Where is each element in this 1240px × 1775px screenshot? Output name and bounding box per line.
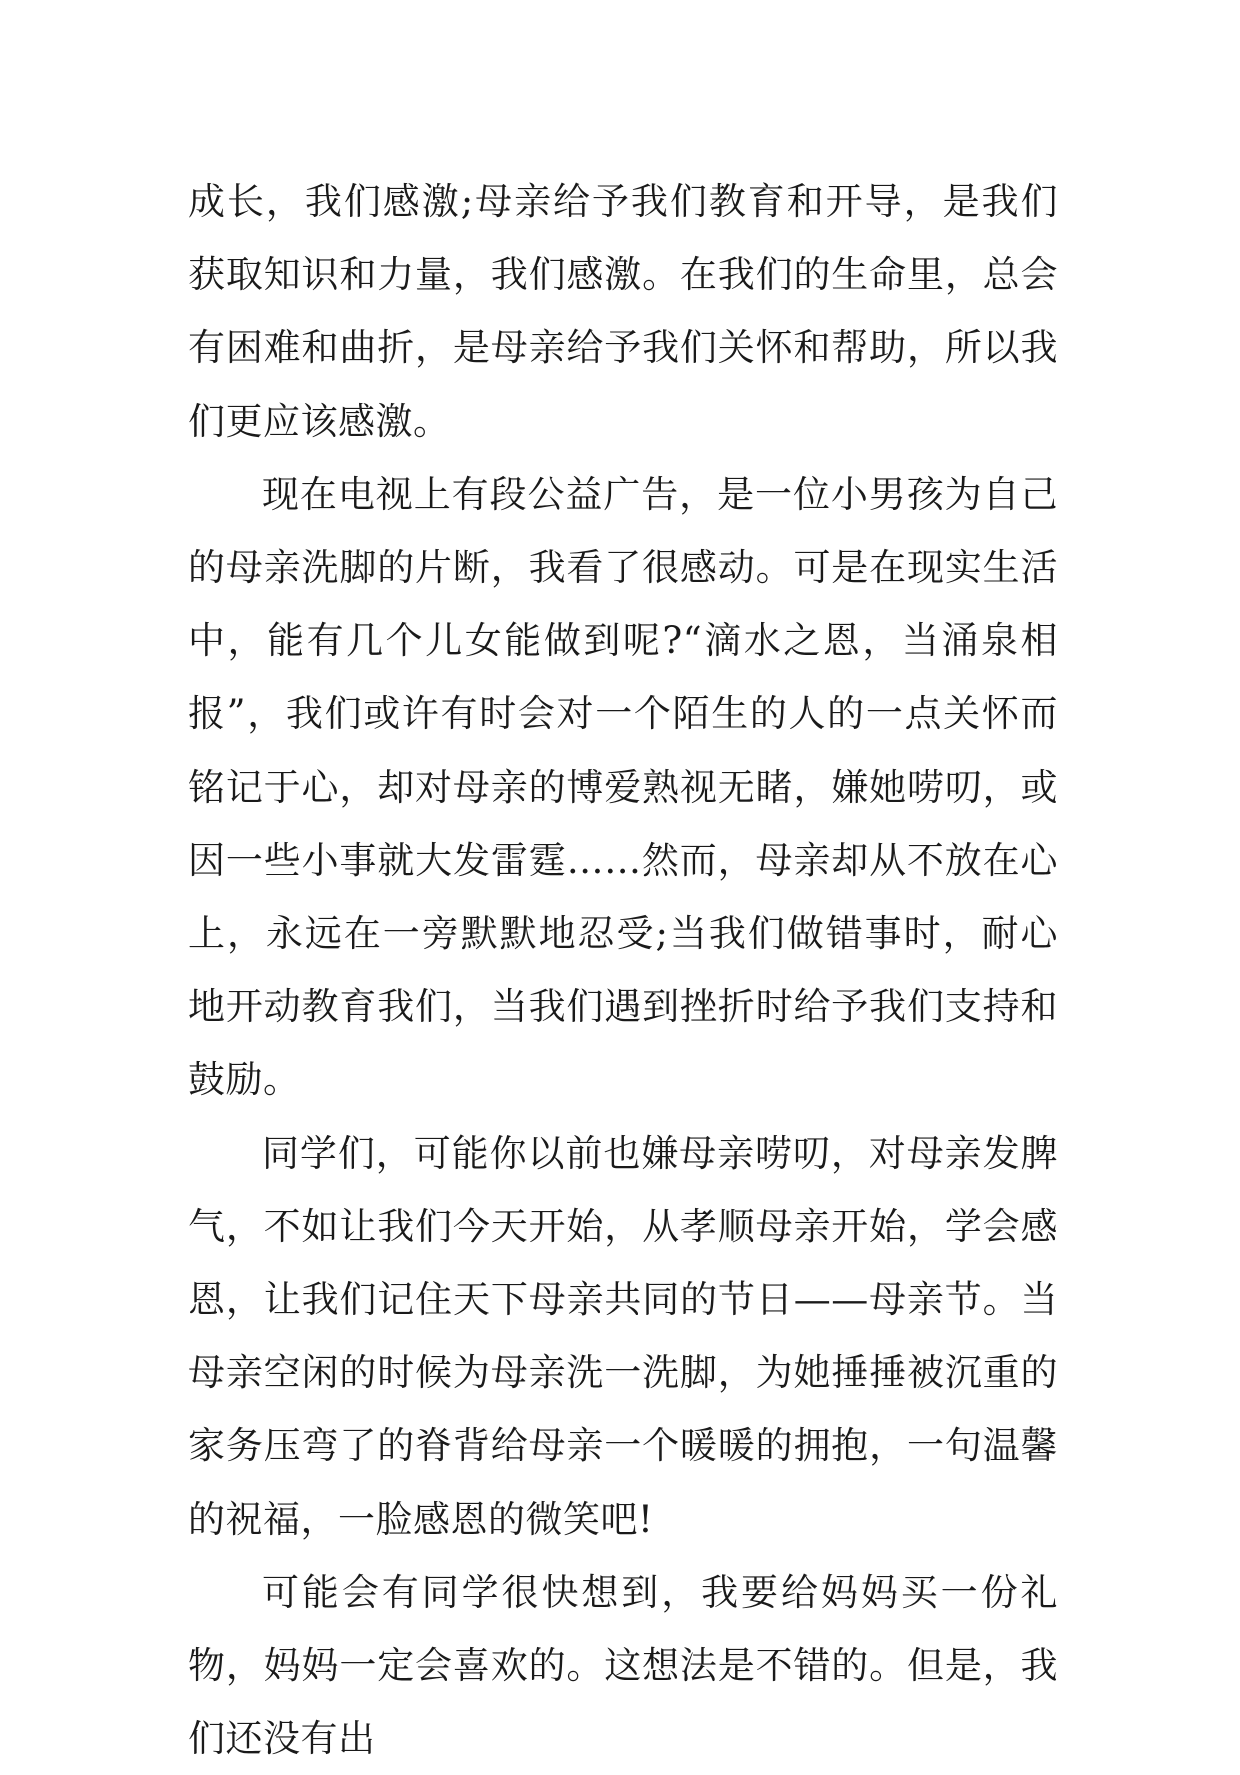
body-text: [188, 165, 1058, 1775]
paragraph-2: 现在电视上有段公益广告，是一位小男孩为自己的母亲洗脚的片断，我看了很感动。可是在现实生活中，能有几个儿女能做到呢?“滴水之恩，当涌泉相报”，我们或许有时会对一个陌生的人的一点关怀而铭记于心，却对母亲的博爱熟视无睹，嫌她唠叨，或因一些小事就大发雷霆……然而，母亲却从不放在心上，永远在一旁默默地忍受;当我们做错事时，耐心地开动教育我们，当我们遇到挫折时给予我们支持和鼓励。: [188, 472, 1058, 1102]
paragraph-1: 成长，我们感激;母亲给予我们教育和开导，是我们获取知识和力量，我们感激。在我们的生命里，总会有困难和曲折，是母亲给予我们关怀和帮助，所以我们更应该感激。: [188, 180, 1058, 443]
paragraph-4: 可能会有同学很快想到，我要给妈妈买一份礼物，妈妈一定会喜欢的。这想法是不错的。但是，我们还没有出: [188, 1570, 1058, 1761]
paragraph-3: 同学们，可能你以前也嫌母亲唠叨，对母亲发脾气，不如让我们今天开始，从孝顺母亲开始，学会感恩，让我们记住天下母亲共同的节日——母亲节。当母亲空闲的时候为母亲洗一洗脚，为她捶捶被沉重的家务压弯了的脊背给母亲一个暖暖的拥抱，一句温馨的祝福，一脸感恩的微笑吧!: [188, 1131, 1058, 1541]
